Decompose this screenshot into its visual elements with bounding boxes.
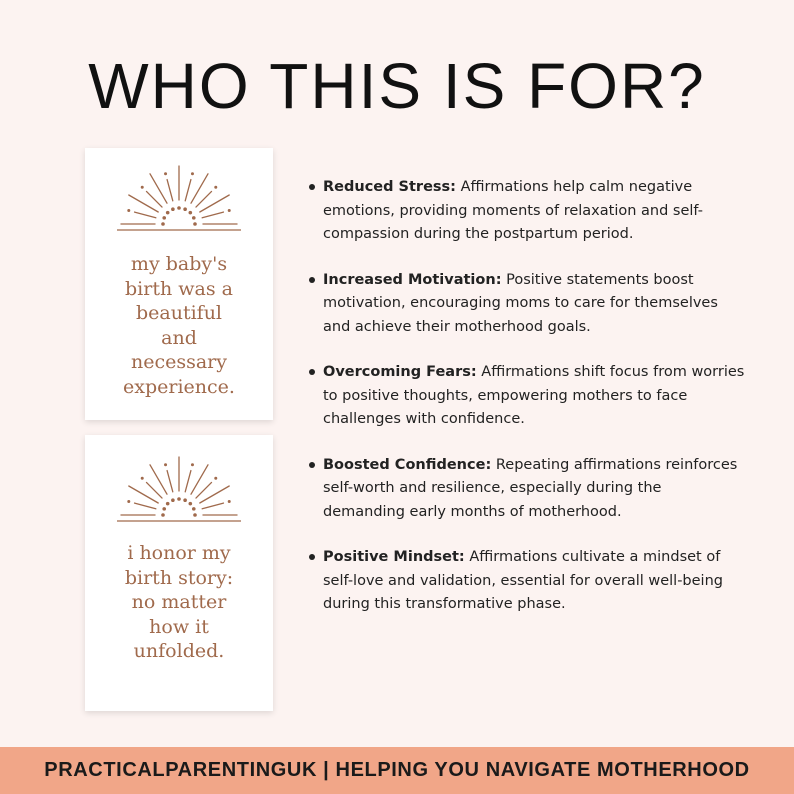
list-item <box>305 361 745 432</box>
affirmation-line: how it <box>149 615 209 638</box>
affirmation-line: birth was a <box>125 277 233 300</box>
list-item <box>305 176 745 247</box>
benefit-label: Increased Motivation: <box>323 271 502 288</box>
benefit-text: Affirmations help calm negative emotions, providing moments of relaxation and self-compassion during the postpartum period. <box>323 179 703 242</box>
affirmation-line: unfolded. <box>133 640 225 662</box>
affirmation-line: beautiful <box>135 302 223 324</box>
affirmation-line: necessary <box>130 351 227 373</box>
affirmation-text <box>95 541 263 664</box>
benefit-label: Positive Mindset: <box>323 549 465 565</box>
bullet-icon <box>309 462 315 468</box>
bullet-icon <box>309 277 315 283</box>
benefit-text: Repeating affirmations reinforces self-worth and resilience, especially during the demanding early months of motherhood. <box>323 456 738 520</box>
benefit-label: Reduced Stress: <box>323 179 456 195</box>
benefits-list <box>305 176 745 639</box>
affirmation-line: birth story: <box>124 566 234 589</box>
benefit-label: Boosted Confidence: <box>323 456 492 473</box>
affirmation-line: no matter <box>131 591 227 613</box>
list-item <box>305 269 745 340</box>
bullet-icon <box>309 184 315 190</box>
list-item <box>305 546 745 617</box>
footer-text: PRACTICALPARENTINGUK | HELPING YOU NAVIGATE MOTHERHOOD <box>44 759 750 781</box>
benefit-label: Overcoming Fears: <box>323 364 477 380</box>
affirmation-line: my baby's <box>130 253 228 275</box>
affirmation-line: i honor my <box>127 542 231 564</box>
affirmation-line: experience. <box>123 375 235 398</box>
affirmation-card <box>85 435 273 711</box>
sunburst-icon <box>109 162 249 262</box>
page-title: WHO THIS IS FOR? <box>88 50 706 122</box>
sunburst-icon <box>109 453 249 553</box>
benefit-text: Affirmations shift focus from worries to positive thoughts, empowering mothers to face challenges with confidence. <box>323 364 745 427</box>
benefit-text: Positive statements boost motivation, encouraging moms to care for themselves and achieve their motherhood goals. <box>323 271 718 335</box>
affirmation-text <box>95 252 263 399</box>
affirmation-card <box>85 148 273 420</box>
benefit-text: Affirmations cultivate a mindset of self-love and validation, essential for overall well-being during this transformative phase. <box>323 549 723 612</box>
bullet-icon <box>309 369 315 375</box>
bullet-icon <box>309 554 315 560</box>
affirmation-line: and <box>161 326 197 349</box>
footer-banner <box>0 747 794 794</box>
list-item <box>305 454 745 525</box>
